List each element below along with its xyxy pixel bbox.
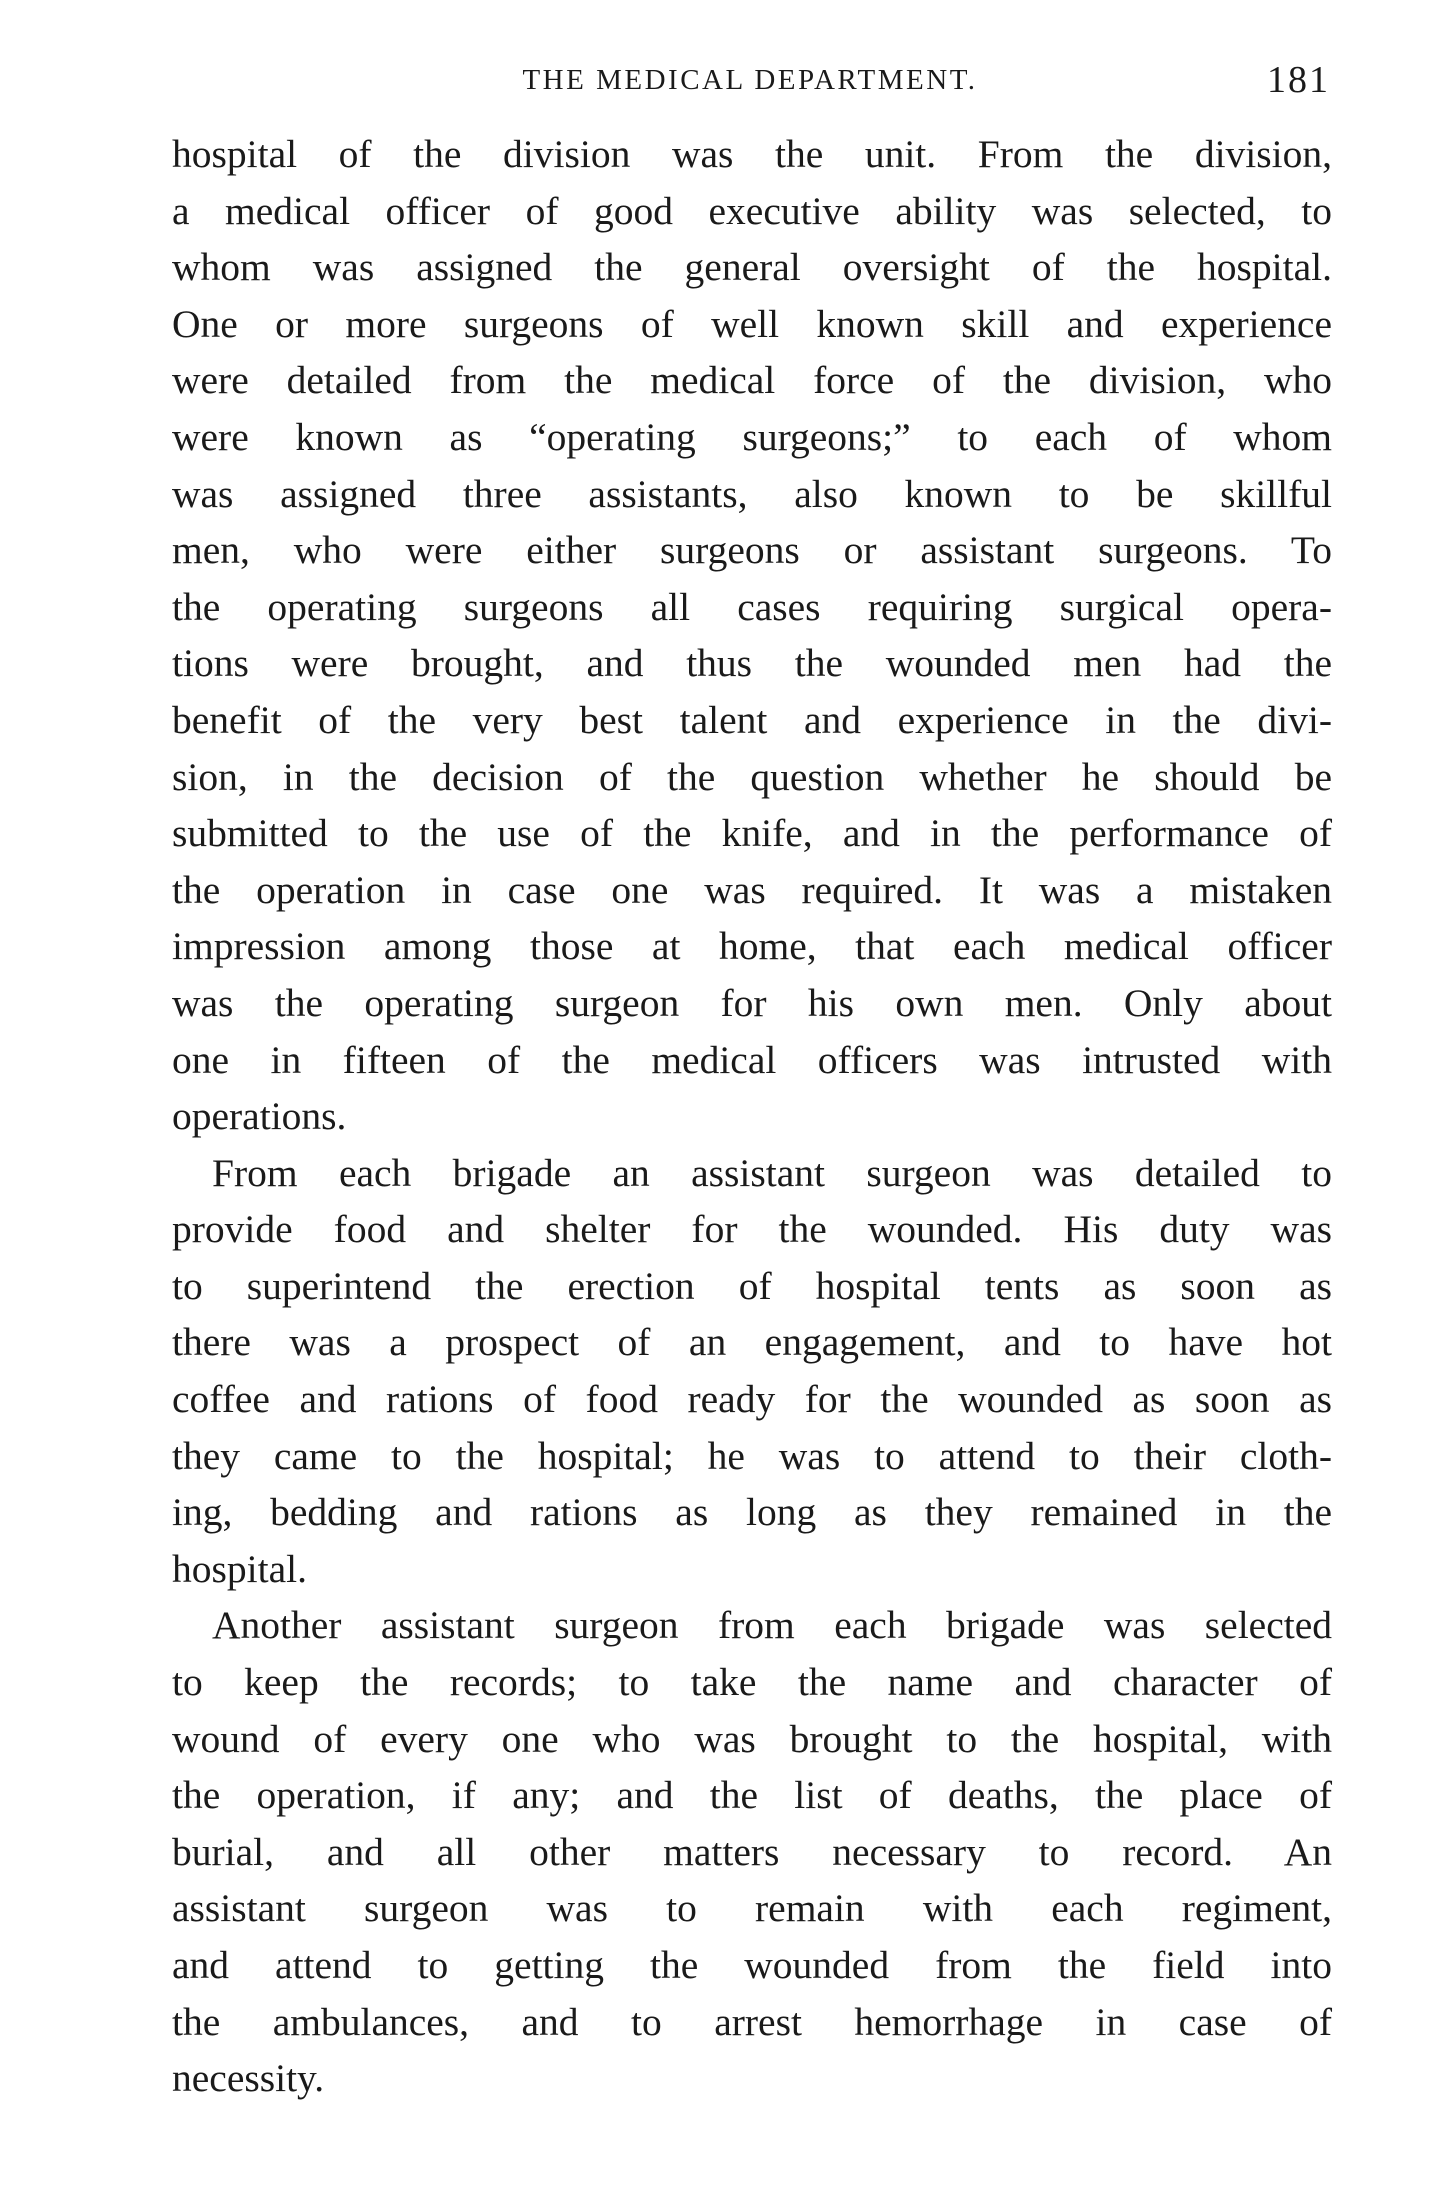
text-line: the operation, if any; and the list of deaths, the place of <box>172 1773 1332 1818</box>
text-line: they came to the hospital; he was to attend to their cloth- <box>172 1433 1332 1478</box>
page-number: 181 <box>1267 59 1330 101</box>
text-line: a medical officer of good executive ability was selected, to <box>172 188 1332 233</box>
text-line: men, who were either surgeons or assistant surgeons. To <box>172 528 1332 573</box>
text-line: tions were brought, and thus the wounded men had the <box>172 641 1332 686</box>
running-title: THE MEDICAL DEPARTMENT. <box>522 64 978 96</box>
paragraph-3 <box>172 1597 1332 2106</box>
text-line: burial, and all other matters necessary to record. An <box>172 1829 1332 1874</box>
text-line: ing, bedding and rations as long as they remained in the <box>172 1490 1332 1535</box>
text-line: hospital. <box>172 1546 307 1591</box>
paragraph-1 <box>172 126 1332 1145</box>
text-line: impression among those at home, that each medical officer <box>172 924 1332 969</box>
text-line: to superintend the erection of hospital tents as soon as <box>172 1263 1332 1308</box>
text-line: submitted to the use of the knife, and in the performance of <box>172 811 1332 856</box>
text-line: provide food and shelter for the wounded. His duty was <box>172 1207 1332 1252</box>
text-line: to keep the records; to take the name and character of <box>172 1660 1332 1705</box>
text-line: were known as “operating surgeons;” to each of whom <box>172 414 1332 459</box>
text-line: From each brigade an assistant surgeon was detailed to <box>212 1150 1332 1195</box>
running-head <box>170 58 1330 108</box>
text-line: there was a prospect of an engagement, and to have hot <box>172 1320 1332 1365</box>
text-line: operations. <box>172 1094 347 1139</box>
text-line: was assigned three assistants, also known to be skillful <box>172 471 1332 516</box>
paragraph-2 <box>172 1145 1332 1598</box>
text-line: the ambulances, and to arrest hemorrhage in case of <box>172 1999 1332 2044</box>
text-line: wound of every one who was brought to the hospital, with <box>172 1716 1332 1761</box>
text-line: coffee and rations of food ready for the wounded as soon as <box>172 1377 1332 1422</box>
text-line: One or more surgeons of well known skill and experience <box>172 301 1332 346</box>
text-line: assistant surgeon was to remain with each regiment, <box>172 1886 1332 1931</box>
text-line: one in fifteen of the medical officers was intrusted with <box>172 1037 1332 1082</box>
text-line: the operation in case one was required. It was a mistaken <box>172 867 1332 912</box>
text-line: benefit of the very best talent and experience in the divi- <box>172 697 1332 742</box>
text-line: sion, in the decision of the question whether he should be <box>172 754 1332 799</box>
body-text <box>172 126 1332 2107</box>
text-line: was the operating surgeon for his own men. Only about <box>172 980 1332 1025</box>
text-line: necessity. <box>172 2056 325 2101</box>
text-line: hospital of the division was the unit. From the division, <box>172 132 1332 176</box>
text-line: and attend to getting the wounded from the field into <box>172 1943 1332 1987</box>
text-line: the operating surgeons all cases requiring surgical opera- <box>172 584 1332 629</box>
text-line: Another assistant surgeon from each brigade was selected <box>212 1603 1332 1648</box>
text-line: whom was assigned the general oversight of the hospital. <box>172 245 1332 290</box>
text-line: were detailed from the medical force of the division, who <box>172 358 1332 403</box>
